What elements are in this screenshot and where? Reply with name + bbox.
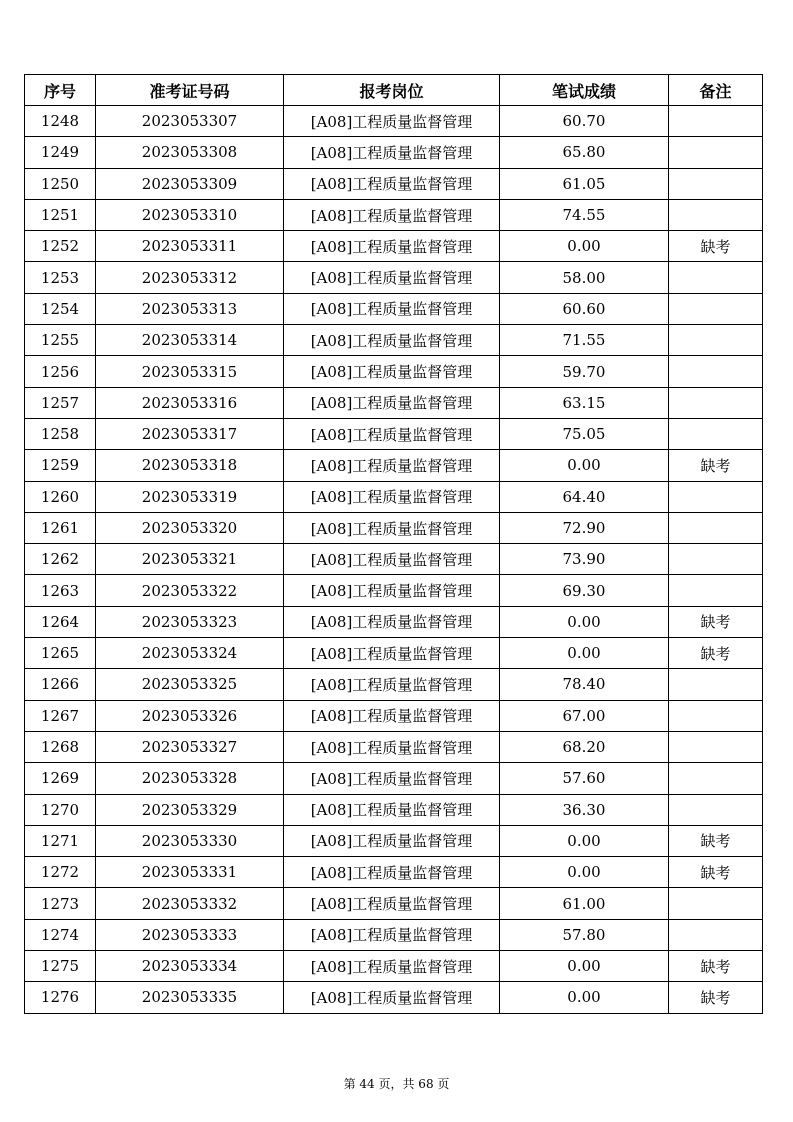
cell-position: [A08]工程质量监督管理	[284, 731, 500, 762]
cell-score: 63.15	[500, 387, 669, 418]
cell-exam-id: 2023053320	[96, 512, 284, 543]
cell-position: [A08]工程质量监督管理	[284, 199, 500, 230]
cell-score: 68.20	[500, 731, 669, 762]
cell-exam-id: 2023053323	[96, 606, 284, 637]
cell-position: [A08]工程质量监督管理	[284, 606, 500, 637]
cell-note	[669, 512, 763, 543]
cell-position: [A08]工程质量监督管理	[284, 262, 500, 293]
cell-note	[669, 763, 763, 794]
cell-score: 71.55	[500, 325, 669, 356]
cell-score: 57.80	[500, 919, 669, 950]
table-row	[25, 794, 763, 825]
cell-score: 73.90	[500, 544, 669, 575]
cell-note	[669, 262, 763, 293]
cell-exam-id: 2023053332	[96, 888, 284, 919]
cell-exam-id: 2023053330	[96, 825, 284, 856]
cell-exam-id: 2023053333	[96, 919, 284, 950]
cell-score: 60.60	[500, 293, 669, 324]
table-row	[25, 356, 763, 387]
cell-exam-id: 2023053315	[96, 356, 284, 387]
cell-note	[669, 544, 763, 575]
cell-seq: 1261	[25, 512, 96, 543]
cell-score: 75.05	[500, 418, 669, 449]
cell-score: 0.00	[500, 951, 669, 982]
table-row	[25, 919, 763, 950]
cell-note	[669, 575, 763, 606]
cell-exam-id: 2023053321	[96, 544, 284, 575]
table-row	[25, 731, 763, 762]
cell-score: 72.90	[500, 512, 669, 543]
cell-note	[669, 700, 763, 731]
cell-note	[669, 356, 763, 387]
cell-position: [A08]工程质量监督管理	[284, 137, 500, 168]
table-row	[25, 199, 763, 230]
cell-seq: 1255	[25, 325, 96, 356]
cell-score: 61.00	[500, 888, 669, 919]
cell-seq: 1276	[25, 982, 96, 1013]
cell-seq: 1249	[25, 137, 96, 168]
cell-seq: 1264	[25, 606, 96, 637]
cell-note	[669, 199, 763, 230]
cell-score: 0.00	[500, 982, 669, 1013]
cell-seq: 1269	[25, 763, 96, 794]
table-row	[25, 951, 763, 982]
cell-seq: 1253	[25, 262, 96, 293]
cell-seq: 1251	[25, 199, 96, 230]
cell-exam-id: 2023053329	[96, 794, 284, 825]
table-row	[25, 481, 763, 512]
cell-score: 61.05	[500, 168, 669, 199]
cell-note: 缺考	[669, 982, 763, 1013]
table-row	[25, 982, 763, 1013]
cell-exam-id: 2023053311	[96, 231, 284, 262]
table-row	[25, 669, 763, 700]
cell-seq: 1257	[25, 387, 96, 418]
cell-note	[669, 669, 763, 700]
cell-note	[669, 481, 763, 512]
cell-seq: 1258	[25, 418, 96, 449]
cell-seq: 1268	[25, 731, 96, 762]
score-table	[24, 74, 763, 1014]
cell-seq: 1256	[25, 356, 96, 387]
cell-exam-id: 2023053324	[96, 638, 284, 669]
table-body	[25, 106, 763, 1014]
cell-seq: 1275	[25, 951, 96, 982]
cell-score: 60.70	[500, 106, 669, 137]
table-row	[25, 857, 763, 888]
cell-note: 缺考	[669, 450, 763, 481]
cell-position: [A08]工程质量监督管理	[284, 982, 500, 1013]
cell-score: 0.00	[500, 857, 669, 888]
cell-score: 0.00	[500, 638, 669, 669]
cell-position: [A08]工程质量监督管理	[284, 575, 500, 606]
cell-note	[669, 137, 763, 168]
cell-score: 69.30	[500, 575, 669, 606]
cell-seq: 1250	[25, 168, 96, 199]
cell-exam-id: 2023053312	[96, 262, 284, 293]
header-position: 报考岗位	[284, 75, 500, 106]
cell-position: [A08]工程质量监督管理	[284, 919, 500, 950]
table-header-row	[25, 75, 763, 106]
cell-score: 0.00	[500, 231, 669, 262]
cell-exam-id: 2023053313	[96, 293, 284, 324]
cell-exam-id: 2023053317	[96, 418, 284, 449]
cell-position: [A08]工程质量监督管理	[284, 544, 500, 575]
cell-position: [A08]工程质量监督管理	[284, 825, 500, 856]
table-row	[25, 763, 763, 794]
table-row	[25, 512, 763, 543]
cell-exam-id: 2023053326	[96, 700, 284, 731]
table-row	[25, 293, 763, 324]
table-row	[25, 575, 763, 606]
cell-seq: 1254	[25, 293, 96, 324]
cell-exam-id: 2023053319	[96, 481, 284, 512]
cell-position: [A08]工程质量监督管理	[284, 794, 500, 825]
cell-note: 缺考	[669, 951, 763, 982]
cell-position: [A08]工程质量监督管理	[284, 418, 500, 449]
cell-score: 67.00	[500, 700, 669, 731]
cell-seq: 1248	[25, 106, 96, 137]
header-score: 笔试成绩	[500, 75, 669, 106]
cell-note	[669, 168, 763, 199]
table-row	[25, 606, 763, 637]
cell-exam-id: 2023053307	[96, 106, 284, 137]
cell-note	[669, 919, 763, 950]
cell-seq: 1252	[25, 231, 96, 262]
cell-exam-id: 2023053331	[96, 857, 284, 888]
header-note: 备注	[669, 75, 763, 106]
cell-score: 65.80	[500, 137, 669, 168]
cell-seq: 1266	[25, 669, 96, 700]
table-row	[25, 700, 763, 731]
cell-score: 57.60	[500, 763, 669, 794]
cell-score: 78.40	[500, 669, 669, 700]
table-row	[25, 825, 763, 856]
cell-seq: 1271	[25, 825, 96, 856]
cell-note	[669, 888, 763, 919]
cell-note	[669, 106, 763, 137]
cell-position: [A08]工程质量监督管理	[284, 356, 500, 387]
cell-score: 74.55	[500, 199, 669, 230]
table-row	[25, 888, 763, 919]
table-row	[25, 137, 763, 168]
cell-position: [A08]工程质量监督管理	[284, 325, 500, 356]
cell-note	[669, 325, 763, 356]
cell-seq: 1270	[25, 794, 96, 825]
cell-position: [A08]工程质量监督管理	[284, 888, 500, 919]
cell-note	[669, 418, 763, 449]
cell-position: [A08]工程质量监督管理	[284, 763, 500, 794]
header-seq: 序号	[25, 75, 96, 106]
header-exam-id: 准考证号码	[96, 75, 284, 106]
table-row	[25, 168, 763, 199]
cell-exam-id: 2023053308	[96, 137, 284, 168]
cell-exam-id: 2023053335	[96, 982, 284, 1013]
table-row	[25, 418, 763, 449]
cell-position: [A08]工程质量监督管理	[284, 857, 500, 888]
table-row	[25, 106, 763, 137]
cell-exam-id: 2023053334	[96, 951, 284, 982]
cell-note: 缺考	[669, 606, 763, 637]
cell-exam-id: 2023053328	[96, 763, 284, 794]
cell-score: 58.00	[500, 262, 669, 293]
cell-note: 缺考	[669, 231, 763, 262]
cell-score: 36.30	[500, 794, 669, 825]
cell-score: 0.00	[500, 825, 669, 856]
table-row	[25, 638, 763, 669]
cell-position: [A08]工程质量监督管理	[284, 387, 500, 418]
page-footer: 第 44 页，共 68 页	[343, 1077, 450, 1091]
cell-seq: 1274	[25, 919, 96, 950]
cell-exam-id: 2023053327	[96, 731, 284, 762]
cell-seq: 1272	[25, 857, 96, 888]
cell-position: [A08]工程质量监督管理	[284, 168, 500, 199]
cell-note	[669, 731, 763, 762]
cell-position: [A08]工程质量监督管理	[284, 231, 500, 262]
cell-note: 缺考	[669, 638, 763, 669]
cell-seq: 1260	[25, 481, 96, 512]
cell-seq: 1273	[25, 888, 96, 919]
cell-seq: 1262	[25, 544, 96, 575]
cell-position: [A08]工程质量监督管理	[284, 293, 500, 324]
cell-position: [A08]工程质量监督管理	[284, 700, 500, 731]
cell-position: [A08]工程质量监督管理	[284, 638, 500, 669]
cell-note: 缺考	[669, 825, 763, 856]
table-row	[25, 325, 763, 356]
cell-note	[669, 794, 763, 825]
cell-exam-id: 2023053314	[96, 325, 284, 356]
cell-note: 缺考	[669, 857, 763, 888]
cell-position: [A08]工程质量监督管理	[284, 481, 500, 512]
cell-position: [A08]工程质量监督管理	[284, 669, 500, 700]
cell-exam-id: 2023053316	[96, 387, 284, 418]
table-row	[25, 387, 763, 418]
cell-note	[669, 293, 763, 324]
cell-seq: 1267	[25, 700, 96, 731]
cell-position: [A08]工程质量监督管理	[284, 951, 500, 982]
cell-seq: 1263	[25, 575, 96, 606]
cell-note	[669, 387, 763, 418]
cell-score: 0.00	[500, 450, 669, 481]
cell-score: 64.40	[500, 481, 669, 512]
cell-exam-id: 2023053322	[96, 575, 284, 606]
cell-exam-id: 2023053310	[96, 199, 284, 230]
cell-exam-id: 2023053318	[96, 450, 284, 481]
cell-position: [A08]工程质量监督管理	[284, 106, 500, 137]
cell-score: 0.00	[500, 606, 669, 637]
cell-exam-id: 2023053325	[96, 669, 284, 700]
cell-exam-id: 2023053309	[96, 168, 284, 199]
table-row	[25, 544, 763, 575]
cell-position: [A08]工程质量监督管理	[284, 450, 500, 481]
cell-seq: 1259	[25, 450, 96, 481]
cell-score: 59.70	[500, 356, 669, 387]
table-row	[25, 450, 763, 481]
table-row	[25, 262, 763, 293]
table-row	[25, 231, 763, 262]
cell-position: [A08]工程质量监督管理	[284, 512, 500, 543]
cell-seq: 1265	[25, 638, 96, 669]
